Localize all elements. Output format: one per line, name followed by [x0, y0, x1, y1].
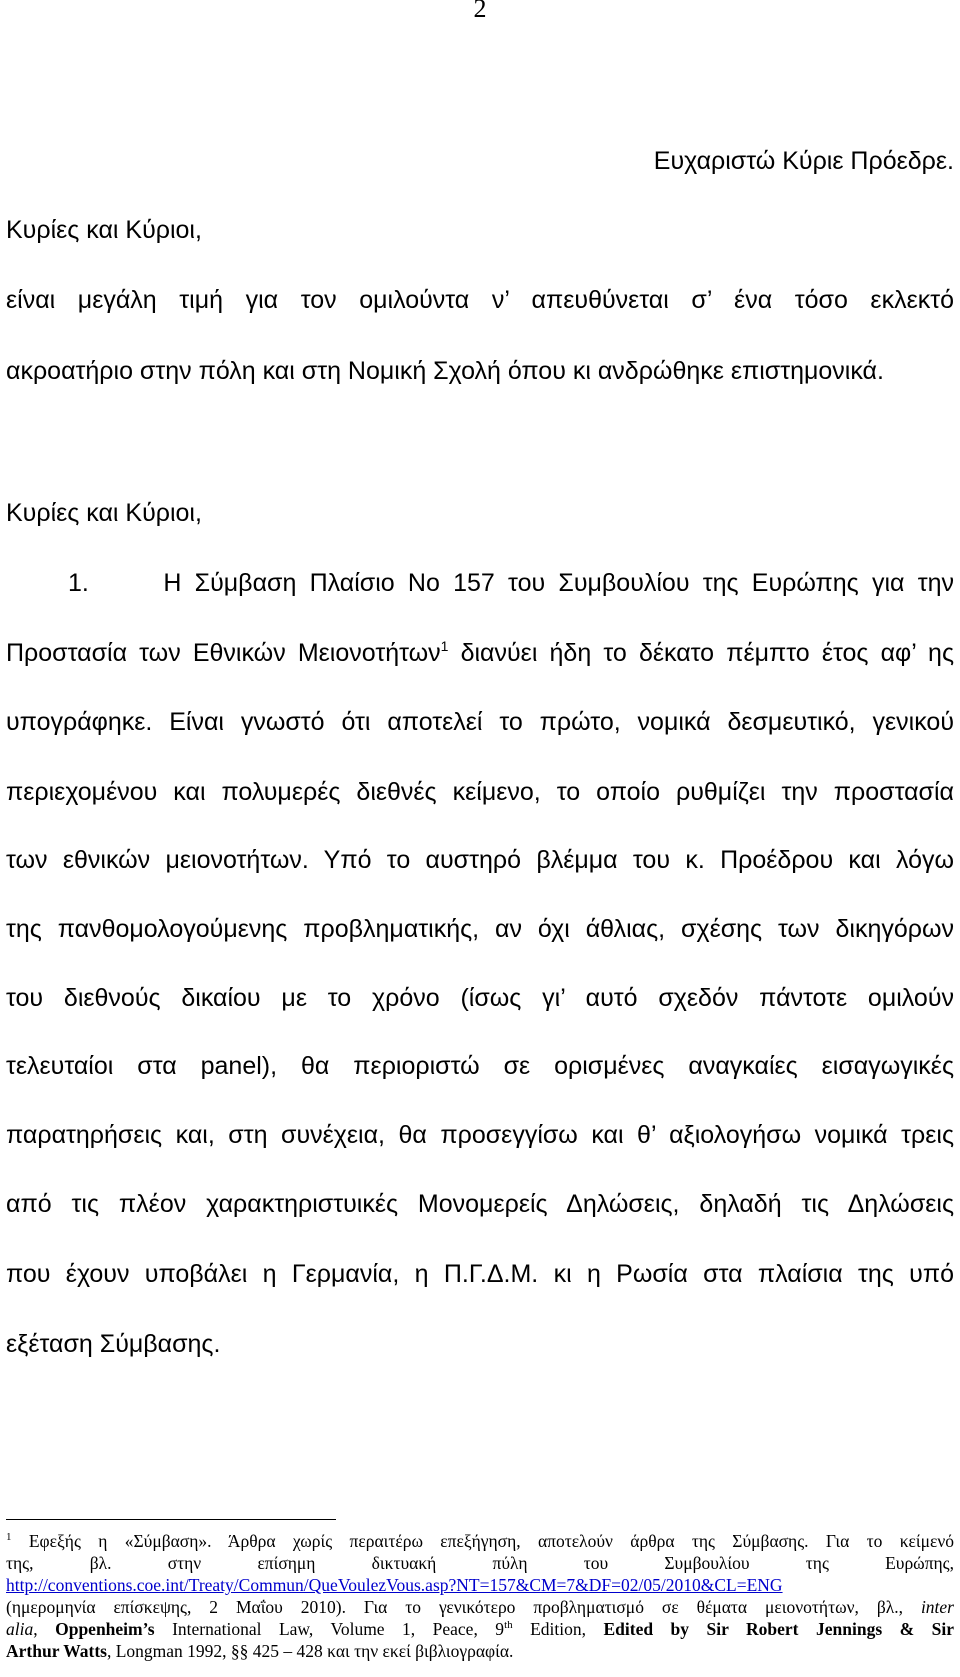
footnote-separator	[6, 1519, 336, 1520]
footnote-text: Εφεξής η «Σύμβαση». Άρθρα χωρίς περαιτέρω επεξήγηση, αποτελούν άρθρα της Σύμβασης. Για το κείμενό	[11, 1531, 954, 1551]
paragraph-line: του διεθνούς δικαίου με το χρόνο (ίσως γι’ αυτό σχεδόν πάντοτε ομιλούν	[6, 984, 954, 1012]
footnote-line	[6, 1530, 954, 1552]
footnote-text: Edition,	[512, 1619, 604, 1639]
footnote-superscript: th	[504, 1619, 513, 1631]
paragraph-line: που έχουν υποβάλει η Γερμανία, η Π.Γ.Δ.Μ. κι η Ρωσία στα πλαίσια της υπό	[6, 1260, 954, 1288]
footnote-line	[6, 1596, 954, 1618]
paragraph-line: υπογράφηκε. Είναι γνωστό ότι αποτελεί το πρώτο, νομικά δεσμευτικό, γενικού	[6, 708, 954, 736]
address-line: Κυρίες και Κύριοι,	[6, 499, 202, 527]
paragraph-line: παρατηρήσεις και, στη συνέχεια, θα προσεγγίσω και θ’ αξιολογήσω νομικά τρεις	[6, 1121, 954, 1149]
convention-link[interactable]: http://conventions.coe.int/Treaty/Commun/QueVoulezVous.asp?NT=157&CM=7&DF=02/05/2010&CL=ENG	[6, 1575, 783, 1595]
footnote-line	[6, 1574, 954, 1596]
paragraph-line	[6, 637, 954, 669]
paragraph-text: Προστασία των Εθνικών Μειονοτήτων	[6, 639, 441, 667]
page-number: 2	[473, 0, 487, 23]
paragraph-text: διανύει ήδη το δέκατο πέμπτο έτος αφ’ ης	[448, 639, 954, 667]
paragraph-line: από τις πλέον χαρακτηριστυικές Μονομερείς Δηλώσεις, δηλαδή τις Δηλώσεις	[6, 1190, 954, 1218]
paragraph-line: τελευταίοι στα panel), θα περιοριστώ σε ορισμένες αναγκαίες εισαγωγικές	[6, 1052, 954, 1080]
footnote-line	[6, 1618, 954, 1640]
footnote-bold: Edited by Sir Robert Jennings & Sir	[603, 1619, 955, 1639]
footnote-line: της, βλ. στην επίσημη δικτυακή πύλη του Συμβουλίου της Ευρώπης,	[6, 1553, 954, 1573]
paragraph-line: των εθνικών μειονοτήτων. Υπό το αυστηρό βλέμμα του κ. Προέδρου και λόγω	[6, 846, 954, 874]
paragraph-line: περιεχομένου και πολυμερές διεθνές κείμενο, το οποίο ρυθμίζει την προστασία	[6, 778, 954, 806]
paragraph-line: της πανθομολογούμενης προβληματικής, αν όχι άθλιας, σχέσης των δικηγόρων	[6, 915, 954, 943]
footnote-line	[6, 1640, 954, 1662]
paragraph-line: εξέταση Σύμβασης.	[6, 1330, 221, 1358]
intro-line: ακροατήριο στην πόλη και στη Νομική Σχολή όπου κι ανδρώθηκε επιστημονικά.	[6, 357, 884, 385]
footnote-text: , Longman 1992, §§ 425 – 428 και την εκεί βιβλιογραφία.	[106, 1641, 514, 1661]
footnote-italic: inter	[920, 1597, 954, 1617]
footnote-text: ,	[33, 1619, 56, 1639]
greeting: Ευχαριστώ Κύριε Πρόεδρε.	[653, 147, 954, 175]
footnote-text: (ημερομηνία επίσκεψης, 2 Μαΐου 2010). Για το γενικότερο προβληματισμό σε θέματα μειονοτήτων, βλ.,	[6, 1597, 921, 1617]
footnote-bold: Oppenheim’s	[55, 1619, 155, 1639]
intro-line: είναι μεγάλη τιμή για τον ομιλούντα ν’ απευθύνεται σ’ ένα τόσο εκλεκτό	[6, 286, 954, 314]
paragraph-text: Η Σύμβαση Πλαίσιο Νο 157 του Συμβουλίου της Ευρώπης για την	[163, 569, 954, 597]
paragraph-number: 1.	[68, 569, 89, 597]
footnote-number: 1	[6, 1531, 12, 1543]
address-line: Κυρίες και Κύριοι,	[6, 216, 202, 244]
footnote-reference[interactable]: 1	[440, 638, 449, 654]
footnote-text: International Law, Volume 1, Peace, 9	[154, 1619, 505, 1639]
footnote-bold: Arthur Watts	[6, 1641, 107, 1661]
footnote-italic: alia	[6, 1619, 34, 1639]
paragraph-1-first-line	[6, 567, 954, 599]
